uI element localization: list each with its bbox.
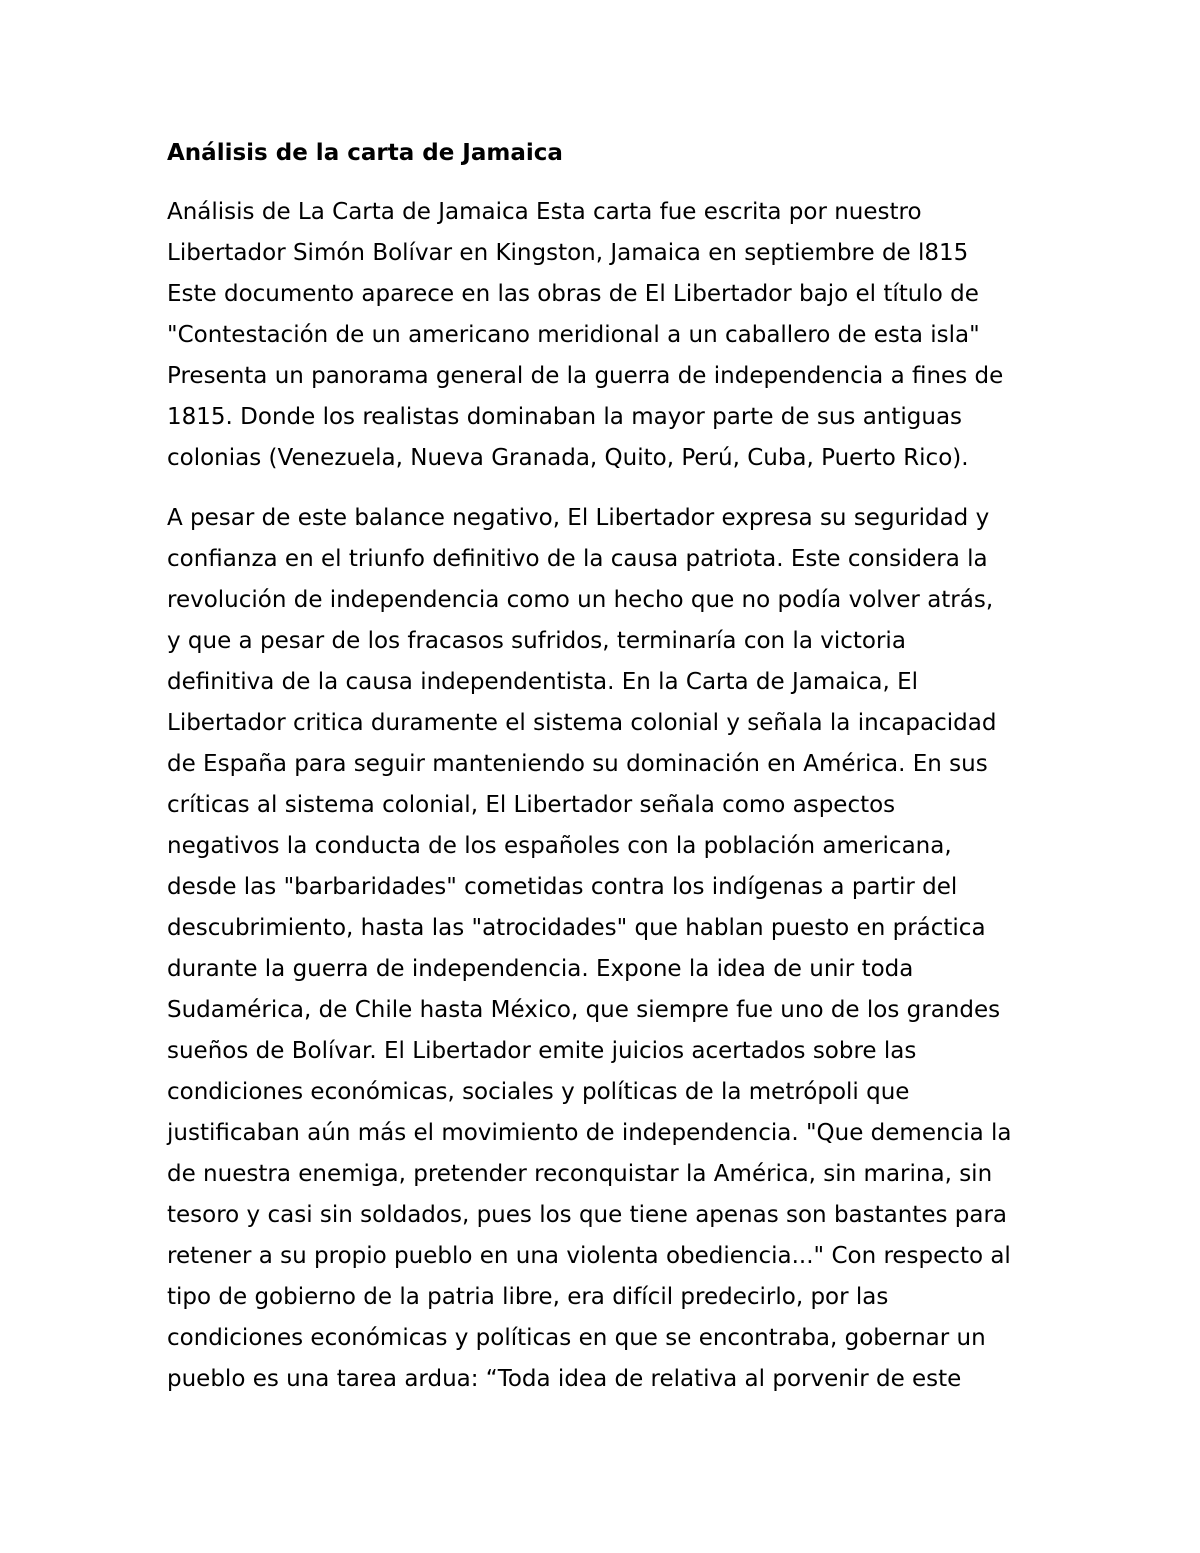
text-line: Sudamérica, de Chile hasta México, que siempre fue uno de los grandes: [167, 997, 1001, 1023]
text-line: 1815. Donde los realistas dominaban la mayor parte de sus antiguas: [167, 404, 963, 430]
text-line: retener a su propio pueblo en una violenta obediencia..." Con respecto al: [167, 1243, 1011, 1269]
text-line: confianza en el triunfo definitivo de la causa patriota. Este considera la: [167, 546, 988, 572]
text-line: Análisis de La Carta de Jamaica Esta carta fue escrita por nuestro: [167, 199, 922, 225]
text-line: desde las "barbaridades" cometidas contra los indígenas a partir del: [167, 874, 958, 900]
text-line: "Contestación de un americano meridional a un caballero de esta isla": [167, 322, 980, 348]
text-line: justificaban aún más el movimiento de independencia. "Que demencia la: [167, 1120, 1012, 1146]
paragraph-intro: [167, 192, 1047, 479]
text-line: sueños de Bolívar. El Libertador emite juicios acertados sobre las: [167, 1038, 917, 1064]
text-line: Presenta un panorama general de la guerra de independencia a fines de: [167, 363, 1004, 389]
text-line: tesoro y casi sin soldados, pues los que tiene apenas son bastantes para: [167, 1202, 1008, 1228]
text-line: de España para seguir manteniendo su dominación en América. En sus: [167, 751, 988, 777]
document-page: [167, 133, 1047, 1419]
text-line: descubrimiento, hasta las "atrocidades" que hablan puesto en práctica: [167, 915, 986, 941]
text-line: condiciones económicas, sociales y políticas de la metrópoli que: [167, 1079, 910, 1105]
text-line: tipo de gobierno de la patria libre, era difícil predecirlo, por las: [167, 1284, 889, 1310]
text-line: condiciones económicas y políticas en que se encontraba, gobernar un: [167, 1325, 986, 1351]
text-line: de nuestra enemiga, pretender reconquistar la América, sin marina, sin: [167, 1161, 993, 1187]
text-line: A pesar de este balance negativo, El Libertador expresa su seguridad y: [167, 505, 990, 531]
text-line: definitiva de la causa independentista. En la Carta de Jamaica, El: [167, 669, 919, 695]
text-line: negativos la conducta de los españoles con la población americana,: [167, 833, 952, 859]
text-line: revolución de independencia como un hecho que no podía volver atrás,: [167, 587, 994, 613]
text-line: pueblo es una tarea ardua: “Toda idea de relativa al porvenir de este: [167, 1366, 962, 1392]
text-line: y que a pesar de los fracasos sufridos, terminaría con la victoria: [167, 628, 906, 654]
text-line: Este documento aparece en las obras de El Libertador bajo el título de: [167, 281, 979, 307]
document-title: Análisis de la carta de Jamaica: [167, 140, 563, 166]
text-line: Libertador critica duramente el sistema colonial y señala la incapacidad: [167, 710, 997, 736]
text-line: colonias (Venezuela, Nueva Granada, Quito, Perú, Cuba, Puerto Rico).: [167, 445, 969, 471]
text-line: críticas al sistema colonial, El Libertador señala como aspectos: [167, 792, 896, 818]
text-line: durante la guerra de independencia. Expone la idea de unir toda: [167, 956, 914, 982]
paragraph-analysis: [167, 498, 1047, 1400]
text-line: Libertador Simón Bolívar en Kingston, Jamaica en septiembre de l815: [167, 240, 969, 266]
